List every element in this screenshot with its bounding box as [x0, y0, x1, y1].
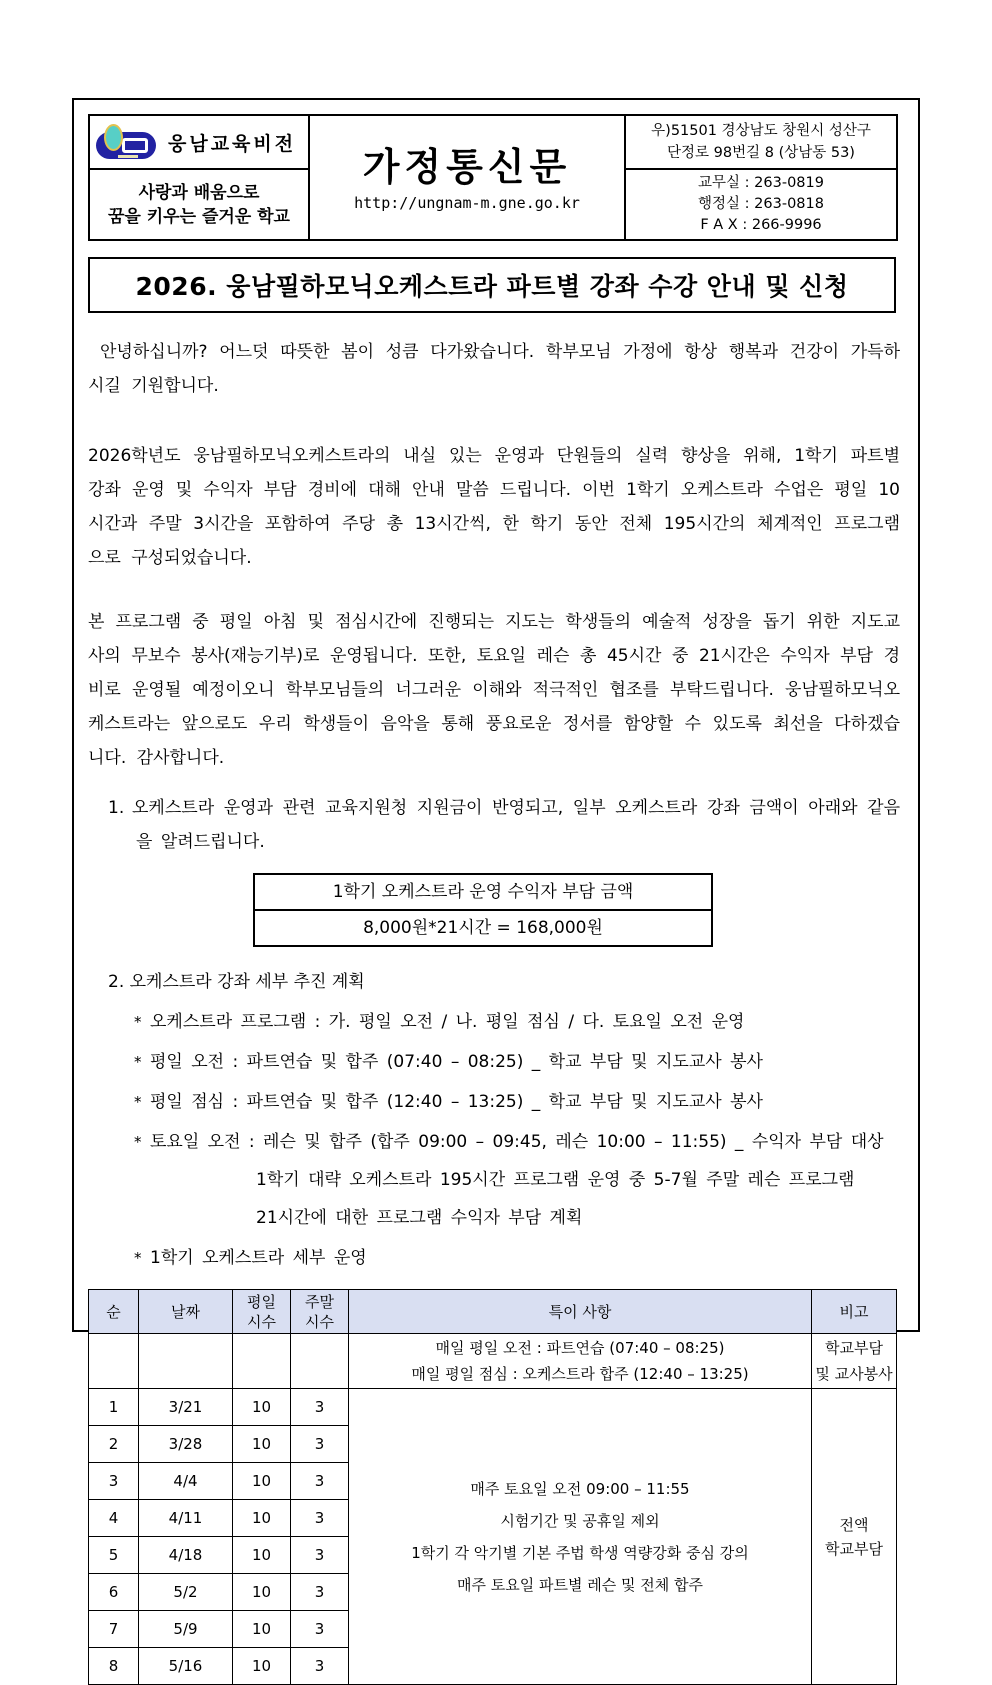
schedule-table — [88, 1289, 897, 1685]
row-weekend-hours: 3 — [291, 1611, 349, 1648]
bullet-saturday-morning — [88, 1125, 900, 1159]
fee-table-header: 1학기 오케스트라 운영 수익자 부담 금액 — [254, 874, 712, 910]
empty-cell — [139, 1334, 233, 1389]
table-row — [89, 1389, 897, 1426]
saturday-note-line4: 매주 토요일 파트별 레슨 및 전체 합주 — [457, 1575, 703, 1594]
row-date: 3/28 — [139, 1426, 233, 1463]
row-no: 2 — [89, 1426, 139, 1463]
empty-cell — [291, 1334, 349, 1389]
bullet-program-text: 오케스트라 프로그램 : 가. 평일 오전 / 나. 평일 점심 / 다. 토요일 오전 운영 — [150, 1012, 745, 1032]
col-header-note: 특이 사항 — [349, 1290, 812, 1334]
daily-note-cell — [349, 1334, 812, 1389]
row-weekday-hours: 10 — [233, 1611, 291, 1648]
col-header-date: 날짜 — [139, 1290, 233, 1334]
paragraph-greeting: 안녕하십니까? 어느덧 따뜻한 봄이 성큼 다가왔습니다. 학부모님 가정에 항상 행복과 건강이 가득하시길 기원합니다. — [88, 342, 900, 396]
row-weekday-hours: 10 — [233, 1389, 291, 1426]
col-header-no: 순 — [89, 1290, 139, 1334]
numbered-item-1 — [88, 791, 900, 859]
empty-cell — [89, 1334, 139, 1389]
row-date: 4/11 — [139, 1500, 233, 1537]
col-header-weekday-hours — [233, 1290, 291, 1334]
row-date: 4/4 — [139, 1463, 233, 1500]
col-header-remark: 비고 — [812, 1290, 897, 1334]
bullet-program — [88, 1005, 900, 1039]
address-line2: 단정로 98번길 8 (상남동 53) — [667, 145, 855, 161]
row-weekend-hours: 3 — [291, 1463, 349, 1500]
page-border — [72, 98, 920, 1675]
contact-gyomusil: 교무실 : 263-0819 — [698, 175, 824, 191]
row-no: 4 — [89, 1500, 139, 1537]
row-weekend-hours: 3 — [291, 1537, 349, 1574]
school-slogan — [89, 169, 309, 240]
row-no: 6 — [89, 1574, 139, 1611]
row-date: 3/21 — [139, 1389, 233, 1426]
schedule-header-row — [89, 1290, 897, 1334]
bullet-saturday-cont1: 1학기 대략 오케스트라 195시간 프로그램 운영 중 5-7월 주말 레슨 프로그램 — [256, 1170, 855, 1190]
contact-haengjeongsil: 행정실 : 263-0818 — [698, 196, 824, 212]
bullet-weekday-morning-text: 평일 오전 : 파트연습 및 합주 (07:40 – 08:25) _ 학교 부담 및 지도교사 봉사 — [150, 1052, 763, 1072]
masthead-center-cell — [309, 115, 625, 240]
notice-title: 2026. 웅남필하모닉오케스트라 파트별 강좌 수강 안내 및 신청 — [88, 257, 896, 313]
saturday-remark-cell — [812, 1389, 897, 1685]
row-weekday-hours: 10 — [233, 1426, 291, 1463]
daily-note-line1: 매일 평일 오전 : 파트연습 (07:40 – 08:25) — [435, 1339, 725, 1357]
row-no: 1 — [89, 1389, 139, 1426]
bullet-weekday-lunch-text: 평일 점심 : 파트연습 및 합주 (12:40 – 13:25) _ 학교 부담 및 지도교사 봉사 — [150, 1092, 763, 1112]
numbered-item-2-title: 2. 오케스트라 강좌 세부 추진 계획 — [108, 972, 365, 992]
row-weekday-hours: 10 — [233, 1574, 291, 1611]
row-date: 4/18 — [139, 1537, 233, 1574]
bullet-saturday-morning-text: 토요일 오전 : 레슨 및 합주 (합주 09:00 – 09:45, 레슨 10:00 – 11:55) _ 수익자 부담 대상 — [150, 1132, 884, 1152]
contact-fax: F A X : 266-9996 — [700, 217, 822, 233]
row-weekday-hours: 10 — [233, 1500, 291, 1537]
saturday-note-line3: 1학기 각 악기별 기본 주법 학생 역량강화 중심 강의 — [411, 1543, 749, 1562]
logo-ellipse-shape — [104, 124, 123, 151]
school-logo-icon — [96, 124, 158, 160]
row-no: 8 — [89, 1648, 139, 1685]
logo-underline-shape — [118, 155, 138, 158]
logo-text: 웅남교육비전 — [168, 132, 297, 155]
slogan-line1: 사랑과 배움으로 — [138, 182, 260, 203]
row-weekend-hours: 3 — [291, 1389, 349, 1426]
empty-cell — [233, 1334, 291, 1389]
weekday-header-line1: 평일 — [247, 1292, 276, 1311]
item1-text: 오케스트라 운영과 관련 교육지원청 지원금이 반영되고, 일부 오케스트라 강좌 금액이 아래와 같음을 알려드립니다. — [132, 798, 900, 852]
bullet-marker: * — [134, 1133, 142, 1151]
school-address — [625, 115, 897, 169]
bullet-semester-operation-text: 1학기 오케스트라 세부 운영 — [150, 1248, 367, 1268]
row-weekday-hours: 10 — [233, 1463, 291, 1500]
paragraph-details: 본 프로그램 중 평일 아침 및 점심시간에 진행되는 지도는 학생들의 예술적 성장을 돕기 위한 지도교사의 무보수 봉사(재능기부)로 운영됩니다. 또한, 토요일 레슨 총 45시간 중 21시간은 수익자 부담 경비로 운영될 예정이오니 학부모님들의 너그러운 이해와 적극적인 협조를 부탁드립니다. 웅남필하모닉오케스트라는 앞으로도 우리 학생들이 음악을 통해 풍요로운 정서를 함양할 수 있도록 최선을 다하겠습니다. 감사합니다. — [88, 612, 900, 768]
bullet-marker: * — [134, 1013, 142, 1031]
daily-remark-cell — [812, 1334, 897, 1389]
daily-remark-line1: 학교부담 — [825, 1339, 883, 1357]
row-no: 5 — [89, 1537, 139, 1574]
row-date: 5/2 — [139, 1574, 233, 1611]
daily-remark-line2: 및 교사봉사 — [815, 1365, 893, 1383]
weekend-header-line1: 주말 — [305, 1292, 334, 1311]
doc-type-title: 가정통신문 — [362, 144, 572, 189]
address-line1: 우)51501 경상남도 창원시 성산구 — [651, 123, 871, 139]
row-weekend-hours: 3 — [291, 1574, 349, 1611]
row-weekend-hours: 3 — [291, 1426, 349, 1463]
school-website-url[interactable]: http://ungnam-m.gne.go.kr — [354, 193, 580, 212]
row-no: 7 — [89, 1611, 139, 1648]
saturday-note-cell — [349, 1389, 812, 1685]
bullet-saturday-cont2: 21시간에 대한 프로그램 수익자 부담 계획 — [256, 1208, 583, 1228]
bullet-marker: * — [134, 1093, 142, 1111]
logo-square-shape — [122, 138, 148, 153]
bullet-marker: * — [134, 1249, 142, 1267]
row-no: 3 — [89, 1463, 139, 1500]
fee-table — [253, 873, 713, 947]
masthead — [88, 114, 898, 241]
row-weekday-hours: 10 — [233, 1537, 291, 1574]
row-date: 5/9 — [139, 1611, 233, 1648]
bullet-weekday-lunch — [88, 1085, 900, 1119]
notice-body — [88, 335, 900, 1685]
row-weekend-hours: 3 — [291, 1500, 349, 1537]
paragraph-overview: 2026학년도 웅남필하모닉오케스트라의 내실 있는 운영과 단원들의 실력 향상을 위해, 1학기 파트별 강좌 운영 및 수익자 부담 경비에 대해 안내 말씀 드립니다. 이번 1학기 오케스트라 수업은 평일 10시간과 주말 3시간을 포함하여 주당 총 13시간씩, 한 학기 동안 전체 195시간의 체계적인 프로그램으로 구성되었습니다. — [88, 446, 900, 568]
weekday-header-line2: 시수 — [247, 1312, 276, 1331]
row-date: 5/16 — [139, 1648, 233, 1685]
saturday-remark-line1: 전액 — [839, 1515, 869, 1534]
saturday-remark-line2: 학교부담 — [825, 1539, 883, 1558]
row-weekend-hours: 3 — [291, 1648, 349, 1685]
item1-number: 1. — [108, 798, 125, 818]
fee-table-value: 8,000원*21시간 = 168,000원 — [254, 910, 712, 946]
daily-schedule-row — [89, 1334, 897, 1389]
school-contacts — [625, 169, 897, 240]
bullet-semester-operation — [88, 1241, 900, 1275]
saturday-note-line2: 시험기간 및 공휴일 제외 — [500, 1511, 660, 1530]
row-weekday-hours: 10 — [233, 1648, 291, 1685]
masthead-logo-cell — [89, 115, 309, 169]
saturday-note-line1: 매주 토요일 오전 09:00 – 11:55 — [470, 1479, 690, 1498]
bullet-weekday-morning — [88, 1045, 900, 1079]
daily-note-line2: 매일 평일 점심 : 오케스트라 합주 (12:40 – 13:25) — [411, 1365, 749, 1383]
weekend-header-line2: 시수 — [305, 1312, 334, 1331]
slogan-line2: 꿈을 키우는 즐거운 학교 — [108, 206, 290, 227]
col-header-weekend-hours — [291, 1290, 349, 1334]
bullet-marker: * — [134, 1053, 142, 1071]
